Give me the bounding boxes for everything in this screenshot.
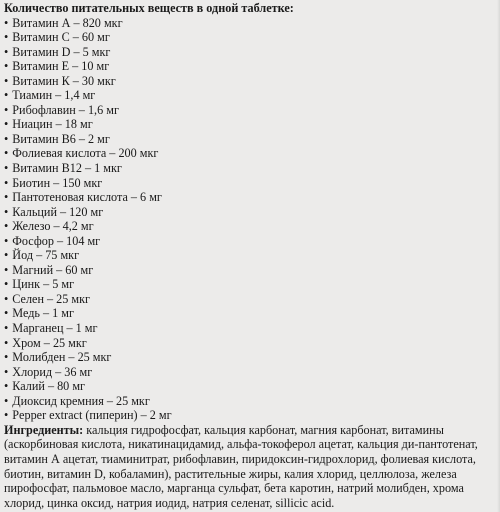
nutrient-item: • Медь – 1 мг [4, 306, 496, 321]
nutrient-item: • Рибофлавин – 1,6 мг [4, 103, 496, 118]
ingredients-label: Ингредиенты: [4, 422, 84, 437]
nutrient-item: • Ниацин – 18 мг [4, 117, 496, 132]
nutrient-item: • Витамин А – 820 мкг [4, 16, 496, 31]
nutrient-item: • Калий – 80 мг [4, 379, 496, 394]
nutrient-item: • Хром – 25 мкг [4, 336, 496, 351]
nutrient-item: • Цинк – 5 мг [4, 277, 496, 292]
nutrient-item: • Фосфор – 104 мг [4, 234, 496, 249]
ingredients-text: кальция гидрофосфат, кальция карбонат, магния карбонат, витамины (аскорбиновая кислота, никатинацидамид, альфа-токоферол ацетат, кальция ди-пантотенат, витамин А ацетат, тиаминитрат, рибофлавин, пиридоксин-гидрохлорид, фолиевая кислота, биотин, витамин D, кобаламин), растительные жиры, калия хлорид, целлюлоза, железа пирофосфат, пальмовое масло, марганца сульфат, бета каротин, натрий молибден, хрома хлорид, цинка оксид, натрия иодид, натрия селенат, sillicic acid. [4, 422, 478, 510]
ingredients-paragraph [4, 423, 496, 510]
nutrient-item: • Витамин К – 30 мкг [4, 74, 496, 89]
nutrient-item: • Железо – 4,2 мг [4, 219, 496, 234]
nutrient-item: • Пантотеновая кислота – 6 мг [4, 190, 496, 205]
nutrient-item: • Тиамин – 1,4 мг [4, 88, 496, 103]
nutrient-item: • Кальций – 120 мг [4, 205, 496, 220]
nutrient-item: • Витамин С – 60 мг [4, 30, 496, 45]
nutrient-item: • Диоксид кремния – 25 мкг [4, 394, 496, 409]
nutrient-item: • Молибден – 25 мкг [4, 350, 496, 365]
nutrient-item: • Йод – 75 мкг [4, 248, 496, 263]
nutrient-item: • Pepper extract (пиперин) – 2 мг [4, 408, 496, 423]
nutrient-item: • Витамин D – 5 мкг [4, 45, 496, 60]
nutrient-item: • Селен – 25 мкг [4, 292, 496, 307]
nutrients-heading: Количество питательных веществ в одной таблетке: [4, 1, 294, 15]
nutrient-item: • Фолиевая кислота – 200 мкг [4, 146, 496, 161]
nutrient-item: • Витамин Е – 10 мг [4, 59, 496, 74]
nutrient-item: • Магний – 60 мг [4, 263, 496, 278]
nutrient-item: • Хлорид – 36 мг [4, 365, 496, 380]
nutrient-item: • Биотин – 150 мкг [4, 176, 496, 191]
nutrient-item: • Витамин В6 – 2 мг [4, 132, 496, 147]
nutrient-item: • Марганец – 1 мг [4, 321, 496, 336]
nutrient-item: • Витамин В12 – 1 мкг [4, 161, 496, 176]
nutrient-list [4, 16, 496, 423]
